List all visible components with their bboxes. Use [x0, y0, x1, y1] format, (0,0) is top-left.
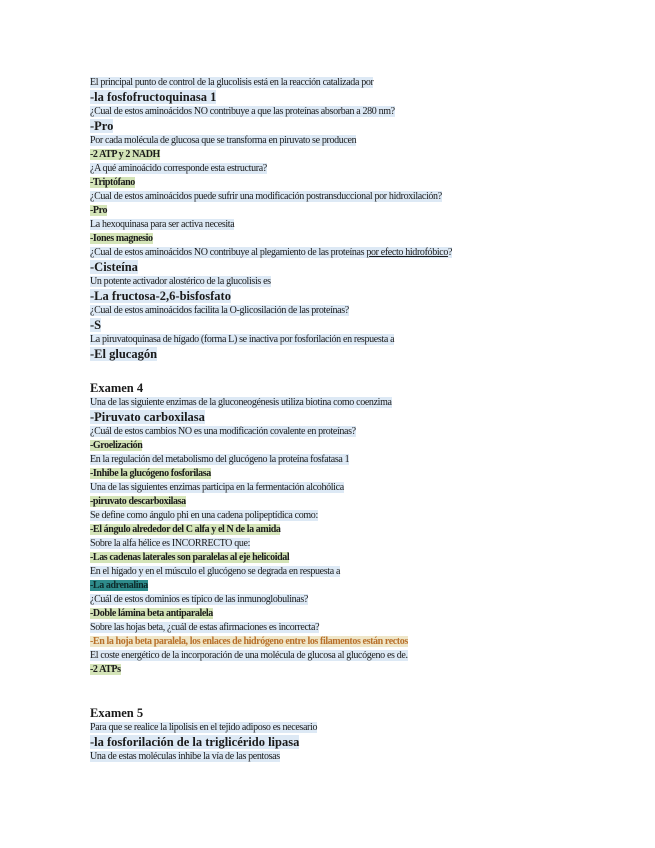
question-text: En el hígado y en el músculo el glucógeno se degrada en respuesta a	[90, 566, 341, 577]
question-text: ¿Cuál de estos cambios NO es una modificación covalente en proteínas?	[90, 426, 356, 437]
answer-text: -la fosforilación de la triglicérido lipasa	[90, 735, 300, 749]
section-title: Examen 5	[90, 706, 144, 720]
answer-text: -El ángulo alrededor del C alfa y el N de la amida	[90, 524, 281, 535]
question-text: ¿Cuál de estos dominios es típico de las inmunoglobulinas?	[90, 594, 309, 605]
question-text: Sobre la alfa hélice es INCORRECTO que:	[90, 538, 251, 549]
question-text: La piruvatoquinasa de hígado (forma L) se inactiva por fosforilación en respuesta a	[90, 334, 395, 345]
answer-text: -la fosfofructoquinasa 1	[90, 90, 217, 104]
question-text: Una de las siguiente enzimas de la gluconeogénesis utiliza biotina como coenzima	[90, 397, 392, 408]
answer-text: -En la hoja beta paralela, los enlaces de hidrógeno entre los filamentos están rectos	[90, 636, 408, 647]
answer-text: -Piruvato carboxilasa	[90, 410, 205, 424]
document-page	[90, 76, 570, 764]
answer-text: -S	[90, 318, 102, 332]
section-examen-5	[90, 706, 570, 764]
question-text: ¿Cual de estos aminoácidos facilita la O-glicosilación de las proteínas?	[90, 305, 349, 316]
answer-text: -2 ATP y 2 NADH	[90, 149, 160, 160]
question-text: ¿Cual de estos aminoácidos NO contribuye a que las proteínas absorban a 280 nm?	[90, 106, 395, 117]
answer-text: -La fructosa-2,6-bisfosfato	[90, 289, 231, 303]
question-text: En la regulación del metabolismo del glucógeno la proteína fosfatasa 1	[90, 454, 350, 465]
answer-text: -Inhibe la glucógeno fosforilasa	[90, 468, 211, 479]
question-text: Se define como ángulo phi en una cadena polipeptídica como:	[90, 510, 318, 521]
answer-text: -Iones magnesio	[90, 233, 153, 244]
section-1	[90, 76, 570, 362]
question-text: ¿Cual de estos aminoácidos puede sufrir una modificación postransduccional por hidroxilación?	[90, 191, 442, 202]
question-text: ¿A qué aminoácido corresponde esta estructura?	[90, 163, 267, 174]
question-text: Para que se realice la lipolisis en el tejido adiposo es necesario	[90, 722, 318, 733]
question-text: ¿Cual de estos aminoácidos NO contribuye al plegamiento de las proteínas	[90, 247, 367, 258]
question-text: Una de estas moléculas inhibe la vía de las pentosas	[90, 751, 280, 762]
question-text: El coste energético de la incorporación de una molécula de glucosa al glucógeno es de.	[90, 650, 408, 661]
question-text: Por cada molécula de glucosa que se transforma en piruvato se producen	[90, 135, 357, 146]
question-text: Una de las siguientes enzimas participa en la fermentación alcohólica	[90, 482, 344, 493]
question-text: El principal punto de control de la glucolisis está en la reacción catalizada por	[90, 77, 374, 88]
answer-text: -Pro	[90, 205, 108, 216]
question-text: Sobre las hojas beta, ¿cuál de estas afirmaciones es incorrecta?	[90, 622, 320, 633]
question-text: Un potente activador alostérico de la glucolisis es	[90, 276, 271, 287]
question-end-text: ?	[448, 247, 453, 258]
answer-text: -La adrenalina	[90, 580, 148, 591]
section-title: Examen 4	[90, 381, 144, 395]
answer-text: -2 ATPs	[90, 664, 121, 675]
answer-text: -El glucagón	[90, 347, 158, 361]
answer-text: -Cisteína	[90, 260, 138, 274]
section-examen-4	[90, 381, 570, 677]
answer-text: -piruvato descarboxilasa	[90, 496, 186, 507]
answer-text: -Triptófano	[90, 177, 135, 188]
question-text: La hexoquinasa para ser activa necesita	[90, 219, 235, 230]
answer-text: -Groelización	[90, 440, 143, 451]
question-underlined-text: por efecto hidrofóbico	[366, 247, 449, 258]
answer-text: -Las cadenas laterales son paralelas al eje helicoidal	[90, 552, 290, 563]
answer-text: -Pro	[90, 119, 114, 133]
answer-text: -Doble lámina beta antiparalela	[90, 608, 213, 619]
